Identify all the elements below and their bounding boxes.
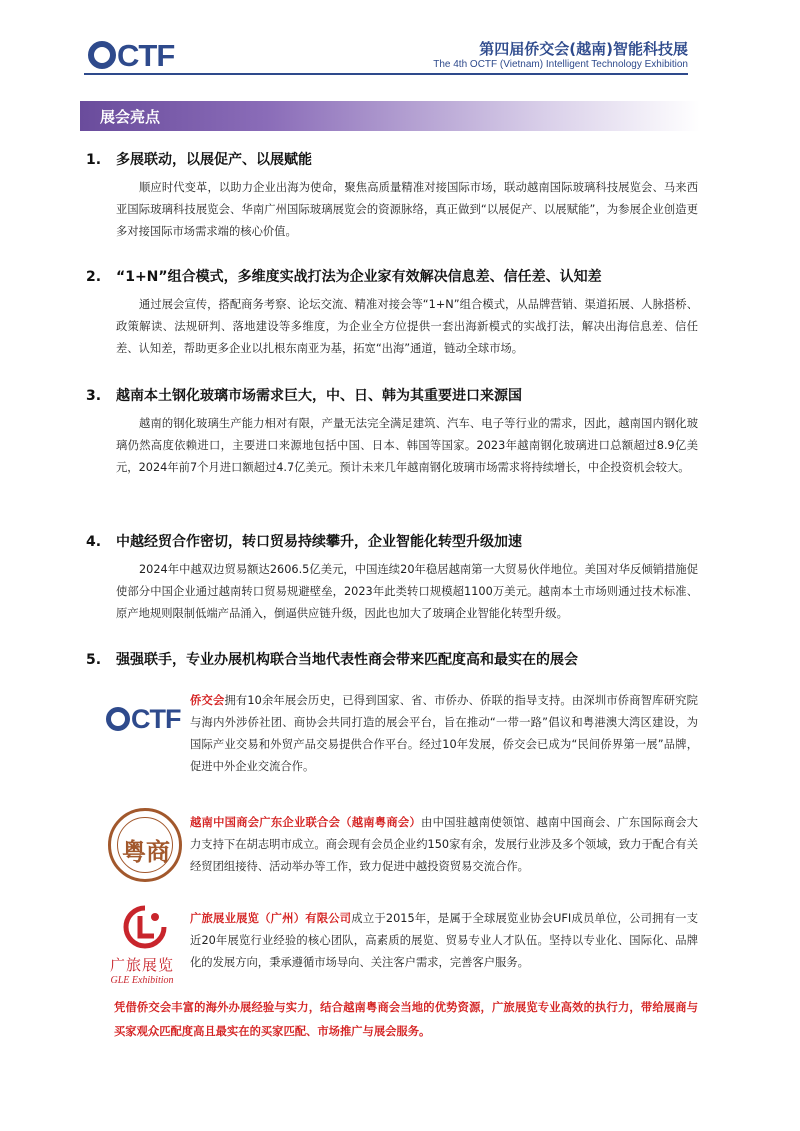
logo-ring-icon: [88, 41, 116, 69]
item-body: 顺应时代变革，以助力企业出海为使命，聚焦高质量精准对接国际市场，联动越南国际玻璃科技展览会、马来西亚国际玻璃科技展览会、华南广州国际玻璃展览会的资源脉络，真正做到“以展促产、以展赋能”，为参展企业创造更多对接国际市场需求端的核心价值。: [116, 181, 698, 238]
org-description: [190, 690, 698, 778]
item-title: 多展联动，以展促产、以展赋能: [116, 152, 312, 168]
org-desc: 成立于2015年，是属于全球展览业协会UFI成员单位，公司拥有一支近20年展览行业经验的核心团队，高素质的展览、贸易专业人才队伍。坚持以专业化、国际化、品牌化的发展方向，秉承遵循市场导向、关注客户需求，完善客户服务。: [190, 912, 698, 969]
org-desc: 由中国驻越南使领馆、越南中国商会、广东国际商会大力支持下在胡志明市成立。商会现有会员企业约150家有余，发展行业涉及多个领域，致力于配合有关经贸团组接待、活动举办等工作，致力促进中越投资贸易交流合作。: [190, 816, 698, 873]
item-heading: [86, 150, 698, 170]
org-logo: [100, 812, 190, 882]
item-body: 通过展会宣传，搭配商务考察、论坛交流、精准对接会等“1+N”组合模式，从品牌营销、渠道拓展、人脉搭桥、政策解读、法规研判、落地建设等多维度，为企业全方位提供一套出海新模式的实战打法，解决出海信息差、信任差、认知差，帮助更多企业以扎根东南亚为基，拓宽“出海”通道，链动全球市场。: [116, 298, 698, 355]
highlight-item-1: [86, 150, 698, 243]
gle-logo-en: GLE Exhibition: [110, 975, 174, 986]
header-title-cn: 第四届侨交会(越南)智能科技展: [479, 40, 688, 58]
item-number: 5.: [86, 652, 102, 668]
org-description: [190, 812, 698, 878]
item-title: 强强联手，专业办展机构联合当地代表性商会带来匹配度高和最实在的展会: [116, 652, 578, 668]
item-heading: [86, 532, 698, 552]
item-heading: [86, 267, 698, 287]
org-name: 广旅展业展览（广州）有限公司: [190, 912, 352, 925]
gle-logo-cn: 广旅展览: [109, 956, 174, 974]
org-desc: 拥有10余年展会历史，已得到国家、省、市侨办、侨联的指导支持。由深圳市侨商智库研究院与海内外涉侨社团、商协会共同打造的展会平台，旨在推动“一带一路”倡议和粤港澳大湾区建设，为国际产业交易和外贸产品交易提供合作平台。经过10年发展，侨交会已成为“民间侨界第一展”品牌，促进中外企业交流合作。: [190, 694, 698, 773]
item-body: 2024年中越双边贸易额达2606.5亿美元，中国连续20年稳居越南第一大贸易伙伴地位。美国对华反倾销措施促使部分中国企业通过越南转口贸易规避壁垒，2023年此类转口规模超1100万美元。越南本土市场则通过技术标准、原产地规则限制低端产品涌入，倒逼供应链升级，因此也加大了玻璃企业智能化转型升级。: [116, 563, 698, 620]
item-heading: [86, 650, 698, 670]
item-number: 4.: [86, 534, 102, 550]
item-title: 中越经贸合作密切，转口贸易持续攀升，企业智能化转型升级加速: [116, 534, 522, 550]
header-title-en: The 4th OCTF (Vietnam) Intelligent Technology Exhibition: [433, 59, 688, 70]
seal-mark: 粤商: [122, 838, 170, 866]
item-number: 3.: [86, 388, 102, 404]
org-name: 越南中国商会广东企业联合会（越南粤商会）: [190, 816, 422, 829]
chamber-seal-icon: [108, 808, 182, 882]
org-description: [190, 908, 698, 974]
org-name: 侨交会: [190, 694, 225, 707]
item-number: 2.: [86, 269, 102, 285]
highlight-item-5: [86, 650, 698, 670]
octf-logo: CTF: [88, 40, 174, 72]
page-header: [0, 0, 800, 80]
item-number: 1.: [86, 152, 102, 168]
item-title: “1+N”组合模式，多维度实战打法为企业家有效解决信息差、信任差、认知差: [116, 269, 602, 285]
item-heading: [86, 386, 698, 406]
org-logo: [100, 690, 190, 735]
section-banner: [80, 101, 700, 131]
item-title: 越南本土钢化玻璃市场需求巨大，中、日、韩为其重要进口来源国: [116, 388, 522, 404]
highlight-item-2: [86, 267, 698, 360]
item-body: 越南的钢化玻璃生产能力相对有限，产量无法完全满足建筑、汽车、电子等行业的需求，因此，越南国内钢化玻璃仍然高度依赖进口，主要进口来源地包括中国、日本、韩国等国家。2023年越南钢化玻璃进口总额超过8.9亿美元，2024年前7个月进口额超过4.7亿美元。预计未来几年越南钢化玻璃市场需求将持续增长，中企投资机会较大。: [116, 417, 698, 474]
closing-statement: 凭借侨交会丰富的海外办展经验与实力，结合越南粤商会当地的优势资源，广旅展览专业高效的执行力，带给展商与买家观众匹配度高且最实在的买家匹配、市场推广与展会服务。: [114, 1001, 698, 1038]
section-title: 展会亮点: [100, 108, 161, 126]
gle-logo-icon: [122, 904, 168, 950]
org-logo: [100, 908, 190, 986]
logo-ring-icon: [106, 707, 130, 731]
highlight-item-3: [86, 386, 698, 479]
header-divider: [84, 73, 688, 75]
highlight-item-4: [86, 532, 698, 625]
octf-logo: CTF: [106, 704, 190, 735]
